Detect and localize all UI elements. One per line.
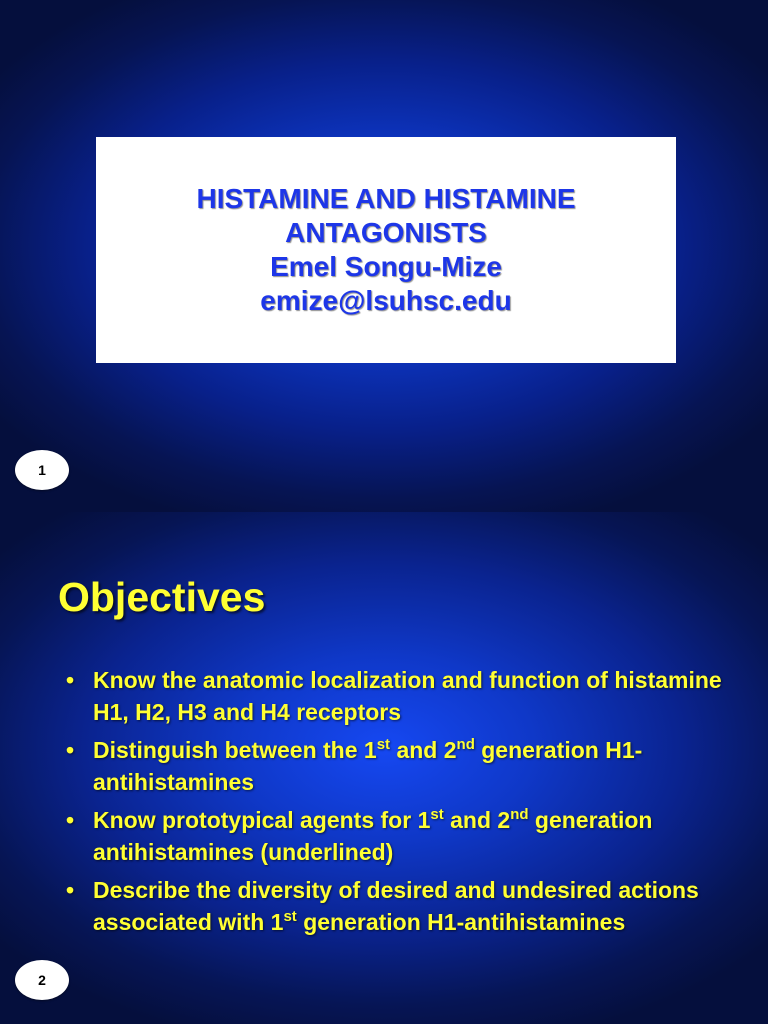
- objective-text: Know the anatomic localization and function of histamine H1, H2, H3 and H4 receptors: [93, 667, 722, 725]
- page-number-badge-2: 2: [15, 960, 69, 1000]
- slide-2: [0, 512, 768, 1024]
- objective-text: and 2: [443, 807, 511, 833]
- objective-text: generation H1-antihistamines: [93, 737, 643, 795]
- objective-text: Know prototypical agents for 1: [93, 807, 431, 833]
- objectives-list: [62, 664, 722, 944]
- author-name: Emel Songu-Mize: [270, 251, 502, 282]
- superscript: nd: [456, 736, 475, 753]
- objective-text: Distinguish between the 1: [93, 737, 377, 763]
- superscript: st: [430, 806, 444, 823]
- title-line-1: HISTAMINE AND HISTAMINE: [196, 183, 576, 214]
- title-box: [96, 137, 676, 363]
- bullet-icon: •: [66, 737, 75, 763]
- bullet-icon: •: [66, 877, 75, 903]
- objectives-heading: Objectives: [58, 574, 266, 620]
- objective-item: [62, 734, 722, 798]
- objective-text: generation H1-antihistamines: [296, 909, 626, 935]
- superscript: nd: [510, 806, 529, 823]
- author-email: emize@lsuhsc.edu: [260, 285, 512, 316]
- objective-text: generation antihistamines (underlined): [93, 807, 653, 865]
- page-number-badge-1: 1: [15, 450, 69, 490]
- objective-item: [62, 804, 722, 868]
- objective-item: [62, 874, 722, 938]
- objective-text: Describe the diversity of desired and undesired actions associated with 1: [93, 877, 699, 935]
- superscript: st: [283, 908, 297, 925]
- title-line-2: ANTAGONISTS: [285, 217, 487, 248]
- objective-item: [62, 664, 722, 728]
- bullet-icon: •: [66, 667, 75, 693]
- bullet-icon: •: [66, 807, 75, 833]
- objective-text: and 2: [390, 737, 457, 763]
- superscript: st: [376, 736, 391, 753]
